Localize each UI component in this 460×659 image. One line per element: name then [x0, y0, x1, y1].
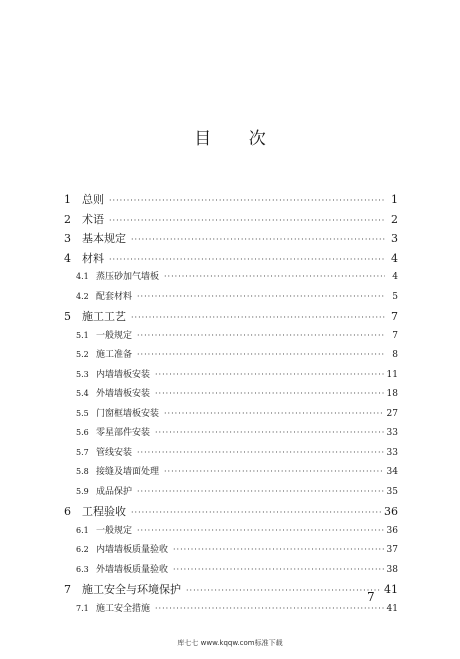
toc-entry-number: 4: [64, 251, 71, 265]
toc-entry-page: 34: [386, 467, 398, 477]
toc-entry-page: 2: [391, 212, 398, 226]
toc-leader-dots: [131, 313, 385, 322]
toc-entry-number: 5.6: [76, 428, 89, 437]
toc-entry-label: 外墙墙板质量验收: [96, 564, 169, 575]
toc-leader-dots: [137, 448, 384, 457]
toc-entry-number: 4.1: [76, 272, 89, 281]
toc-entry-number: 5.1: [76, 330, 89, 340]
toc-entry-number: 3: [64, 232, 71, 245]
toc-entry-number: 6.2: [76, 545, 89, 554]
toc-entry[interactable]: [64, 230, 398, 250]
toc-entry[interactable]: [64, 562, 398, 582]
toc-leader-dots: [137, 331, 385, 340]
toc-leader-dots: [137, 350, 385, 359]
toc-entry-page: 36: [384, 505, 398, 518]
toc-leader-dots: [173, 545, 384, 554]
toc-entry-page: 36: [386, 525, 398, 536]
toc-entry[interactable]: [64, 211, 398, 231]
toc-entry-label: 零星部件安装: [96, 428, 151, 438]
toc-leader-dots: [164, 409, 384, 418]
toc-entry-page: 37: [386, 545, 398, 555]
toc-entry-page: 41: [386, 603, 398, 614]
toc-entry-page: 7: [392, 330, 398, 341]
toc-entry[interactable]: [64, 386, 398, 406]
toc-entry[interactable]: [64, 347, 398, 367]
toc-entry-label: 配套材料: [96, 291, 133, 302]
toc-entry-page: 11: [386, 369, 398, 380]
toc-entry-page: 38: [386, 564, 398, 575]
table-of-contents: [64, 191, 398, 620]
toc-entry-label: 外墙墙板安装: [96, 389, 151, 399]
footer-watermark: 库七七 www.kqqw.com标准下载: [177, 639, 283, 647]
toc-leader-dots: [131, 508, 381, 517]
toc-leader-dots: [137, 487, 384, 496]
toc-entry[interactable]: [64, 191, 398, 211]
toc-entry-label: 施工准备: [96, 350, 133, 360]
toc-entry-label: 一般规定: [96, 525, 133, 536]
toc-entry-label: 术语: [82, 212, 104, 226]
toc-entry-number: 5.5: [76, 408, 89, 418]
toc-entry-label: 总则: [82, 193, 104, 206]
toc-entry[interactable]: [64, 250, 398, 270]
toc-entry-number: 5.7: [76, 447, 89, 457]
toc-leader-dots: [155, 428, 384, 437]
toc-entry-number: 2: [64, 212, 71, 226]
toc-entry-label: 内墙墙板质量验收: [96, 545, 169, 555]
toc-entry-page: 8: [392, 350, 398, 360]
toc-entry-page: 41: [384, 583, 398, 596]
toc-leader-dots: [164, 467, 384, 476]
toc-entry[interactable]: [64, 464, 398, 484]
toc-entry-label: 成品保护: [96, 486, 133, 497]
toc-entry-page: 3: [391, 232, 398, 245]
toc-leader-dots: [109, 255, 385, 264]
toc-entry-label: 接缝及墙面处理: [96, 467, 160, 477]
toc-entry-number: 6: [64, 505, 71, 518]
toc-entry-page: 27: [386, 408, 398, 419]
toc-entry-page: 35: [386, 486, 398, 497]
toc-entry[interactable]: [64, 406, 398, 426]
toc-entry[interactable]: [64, 523, 398, 543]
toc-entry-number: 5: [64, 310, 71, 323]
toc-entry[interactable]: [64, 425, 398, 445]
toc-leader-dots: [137, 526, 384, 535]
page-number: 7: [367, 590, 375, 604]
toc-entry-label: 一般规定: [96, 330, 133, 341]
toc-entry-label: 管线安装: [96, 447, 133, 458]
toc-entry-label: 材料: [82, 251, 104, 265]
toc-entry-page: 18: [386, 389, 398, 399]
toc-entry[interactable]: [64, 484, 398, 504]
toc-entry-page: 4: [391, 251, 398, 265]
toc-entry-number: 1: [64, 193, 71, 206]
toc-leader-dots: [109, 196, 385, 205]
toc-entry-label: 基本规定: [82, 232, 126, 245]
toc-entry-number: 5.8: [76, 467, 89, 476]
toc-leader-dots: [109, 216, 385, 225]
toc-leader-dots: [155, 370, 384, 379]
toc-entry-number: 6.3: [76, 564, 89, 574]
toc-entry[interactable]: [64, 328, 398, 348]
toc-entry[interactable]: [64, 581, 398, 601]
toc-entry-number: 5.2: [76, 350, 89, 359]
toc-entry[interactable]: [64, 308, 398, 328]
toc-entry-label: 施工安全与环境保护: [82, 583, 181, 596]
toc-entry[interactable]: [64, 503, 398, 523]
toc-entry[interactable]: [64, 601, 398, 621]
toc-entry-label: 内墙墙板安装: [96, 369, 151, 380]
toc-entry-number: 5.4: [76, 389, 89, 398]
toc-entry-number: 7.1: [76, 603, 89, 613]
toc-leader-dots: [173, 565, 384, 574]
toc-entry-number: 6.1: [76, 525, 89, 535]
toc-leader-dots: [186, 586, 381, 595]
toc-leader-dots: [164, 272, 385, 281]
toc-leader-dots: [137, 292, 385, 301]
toc-entry[interactable]: [64, 269, 398, 289]
toc-entry-number: 4.2: [76, 291, 89, 301]
toc-entry-page: 1: [391, 193, 398, 206]
toc-entry-number: 7: [64, 583, 71, 596]
toc-entry-label: 工程验收: [82, 505, 126, 518]
toc-entry-label: 门窗框墙板安装: [96, 408, 160, 419]
toc-entry-label: 施工工艺: [82, 310, 126, 323]
toc-entry-label: 施工安全措施: [96, 603, 151, 614]
toc-entry-number: 5.3: [76, 369, 89, 379]
toc-entry-page: 33: [386, 447, 398, 458]
toc-entry-page: 33: [386, 428, 398, 438]
toc-entry[interactable]: [64, 542, 398, 562]
toc-entry-label: 蒸压砂加气墙板: [96, 272, 160, 282]
toc-entry[interactable]: [64, 367, 398, 387]
toc-leader-dots: [155, 389, 384, 398]
toc-entry-page: 7: [391, 310, 398, 323]
toc-entry-page: 4: [392, 272, 398, 282]
toc-leader-dots: [131, 235, 385, 244]
toc-entry-number: 5.9: [76, 486, 89, 496]
toc-leader-dots: [155, 604, 384, 613]
page-title: 目 次: [194, 129, 282, 149]
toc-entry[interactable]: [64, 289, 398, 309]
toc-entry-page: 5: [392, 291, 398, 302]
toc-entry[interactable]: [64, 445, 398, 465]
